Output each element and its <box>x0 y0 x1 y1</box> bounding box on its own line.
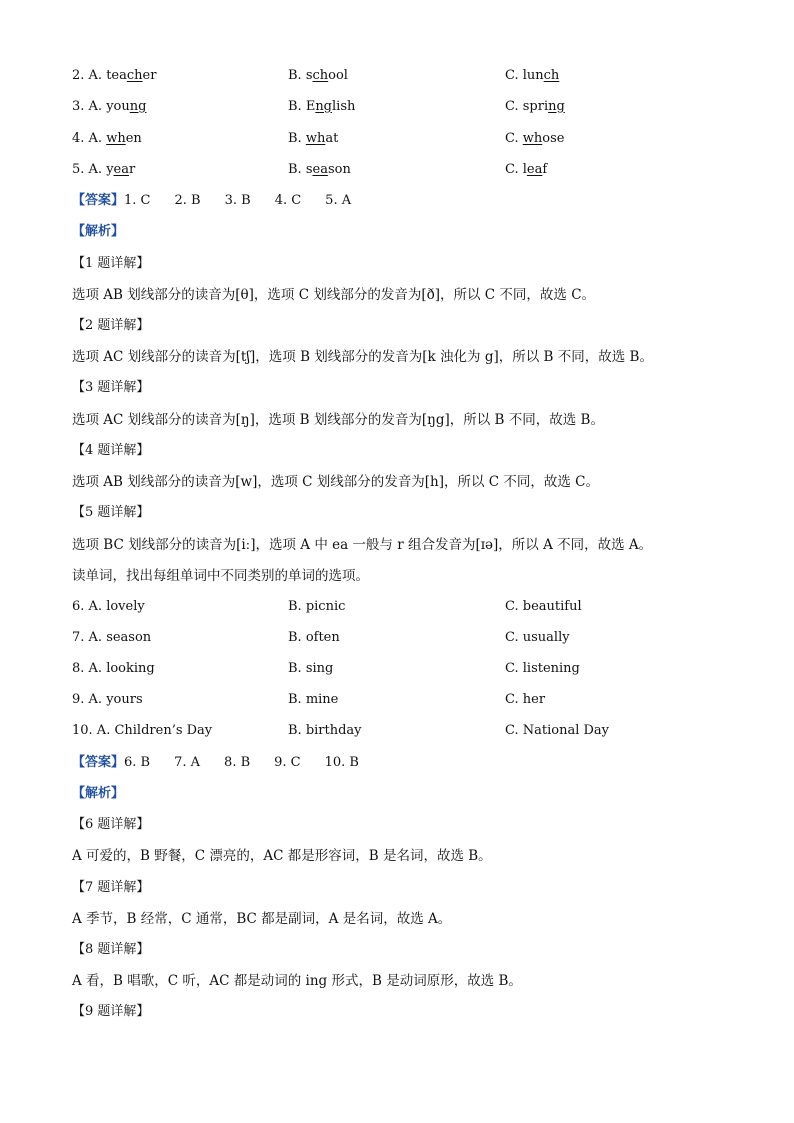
answer-item: 7. A <box>174 755 201 770</box>
option-a: 2. A. teacher <box>72 68 157 83</box>
option-c: C. beautiful <box>505 599 582 614</box>
option-a: 7. A. season <box>72 630 152 645</box>
answer-item: 3. B <box>224 193 251 208</box>
option-b: B. season <box>288 162 351 177</box>
answer-line-2 <box>72 754 383 772</box>
option-b: B. school <box>288 68 348 83</box>
detail-text: 选项 BC 划线部分的读音为[iː]，选项 A 中 ea 一般与 r 组合发音为[ɪə]，所以 A 不同，故选 A。 <box>72 537 653 553</box>
option-c: C. National Day <box>505 723 610 738</box>
detail-text: A 季节，B 经常，C 通常，BC 都是副词，A 是名词，故选 A。 <box>72 911 452 927</box>
detail-text: A 可爱的，B 野餐，C 漂亮的，AC 都是形容词，B 是名词，故选 B。 <box>72 848 492 864</box>
answer-item: 2. B <box>174 193 201 208</box>
detail-text: 选项 AB 划线部分的读音为[w]，选项 C 划线部分的发音为[h]，所以 C 不同，故选 C。 <box>72 474 600 490</box>
option-b: B. English <box>288 99 356 114</box>
option-c: C. her <box>505 692 546 707</box>
answer-label: 【答案】 <box>72 755 125 770</box>
analysis-label-1: 【解析】 <box>72 224 125 239</box>
detail-heading: 【2 题详解】 <box>72 318 150 333</box>
option-a: 8. A. looking <box>72 661 155 676</box>
answer-label: 【答案】 <box>72 193 125 208</box>
detail-text: 选项 AB 划线部分的读音为[θ]，选项 C 划线部分的发音为[ð]，所以 C 不同，故选 C。 <box>72 287 596 303</box>
detail-heading: 【6 题详解】 <box>72 817 150 832</box>
option-c: C. spring <box>505 99 565 114</box>
option-b: B. birthday <box>288 723 362 738</box>
option-b: B. what <box>288 131 339 146</box>
answer-line-1 <box>72 192 375 210</box>
option-a: 6. A. lovely <box>72 599 145 614</box>
option-a: 10. A. Children’s Day <box>72 723 213 738</box>
option-c: C. usually <box>505 630 570 645</box>
detail-text: A 看，B 唱歌，C 听，AC 都是动词的 ing 形式，B 是动词原形，故选 B。 <box>72 973 522 989</box>
detail-text: 选项 AC 划线部分的读音为[ŋ]，选项 B 划线部分的发音为[ŋg]，所以 B 不同，故选 B。 <box>72 412 604 428</box>
section-instruction: 读单词，找出每组单词中不同类别的单词的选项。 <box>72 568 369 584</box>
option-c: C. lunch <box>505 68 560 83</box>
detail-heading: 【8 题详解】 <box>72 942 150 957</box>
answer-item: 4. C <box>274 193 302 208</box>
option-b: B. mine <box>288 692 339 707</box>
option-b: B. often <box>288 630 340 645</box>
detail-heading: 【3 题详解】 <box>72 380 150 395</box>
analysis-label-2: 【解析】 <box>72 786 125 801</box>
detail-heading: 【5 题详解】 <box>72 505 150 520</box>
option-b: B. sing <box>288 661 334 676</box>
answer-item: 9. C <box>274 755 301 770</box>
option-b: B. picnic <box>288 599 346 614</box>
option-a: 5. A. year <box>72 162 136 177</box>
option-a: 9. A. yours <box>72 692 143 707</box>
answer-item: 8. B <box>224 755 251 770</box>
detail-heading: 【1 题详解】 <box>72 256 150 271</box>
answer-item: 5. A <box>325 193 352 208</box>
option-a: 4. A. when <box>72 131 142 146</box>
answer-item: 10. B <box>324 755 359 770</box>
option-a: 3. A. young <box>72 99 147 114</box>
answer-item: 6. B <box>124 755 151 770</box>
detail-heading: 【4 题详解】 <box>72 443 150 458</box>
answer-item: 1. C <box>124 193 151 208</box>
option-c: C. leaf <box>505 162 548 177</box>
detail-heading: 【7 题详解】 <box>72 880 150 895</box>
detail-heading: 【9 题详解】 <box>72 1004 150 1019</box>
option-c: C. listening <box>505 661 580 676</box>
detail-text: 选项 AC 划线部分的读音为[tʃ]，选项 B 划线部分的发音为[k 浊化为 g]，所以 B 不同，故选 B。 <box>72 349 653 365</box>
option-c: C. whose <box>505 131 565 146</box>
